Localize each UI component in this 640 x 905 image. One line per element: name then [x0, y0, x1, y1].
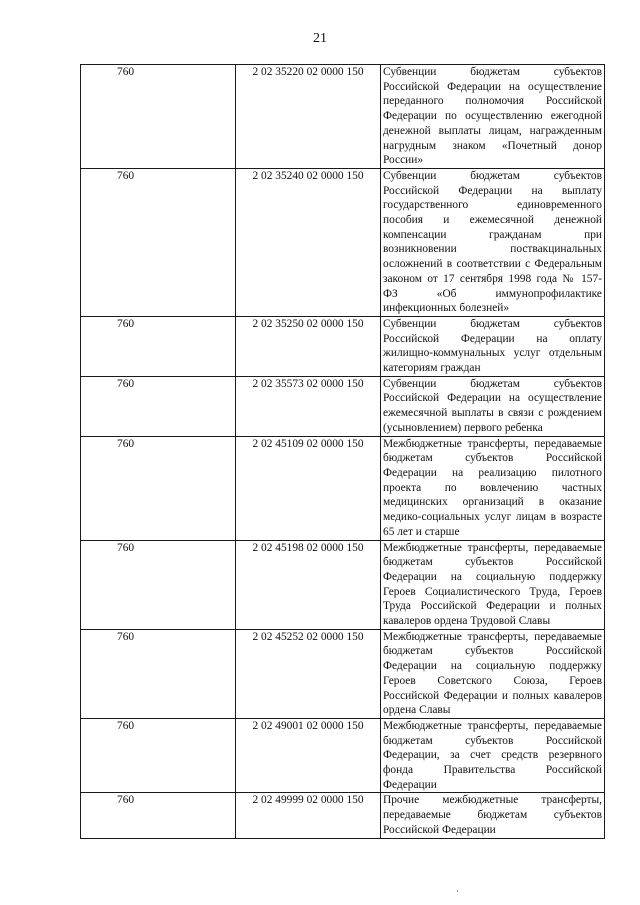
budget-codes-table — [80, 64, 605, 839]
revenue-name-line: Федерации, за счет средств резервного — [383, 749, 602, 762]
scan-speck — [457, 890, 458, 892]
revenue-name-cell — [381, 540, 605, 629]
revenue-name-line: возникновении поствакцинальных — [383, 243, 602, 256]
table-row — [81, 629, 605, 718]
revenue-name-cell — [381, 718, 605, 793]
revenue-name-line: бюджетам субъектов Российской — [383, 734, 602, 747]
admin-code-cell: 760 — [81, 540, 236, 629]
budget-code-cell: 2 02 35250 02 0000 150 — [236, 316, 381, 376]
budget-code-cell: 2 02 45198 02 0000 150 — [236, 540, 381, 629]
revenue-name-line: Российской Федерации на осуществление — [383, 80, 602, 93]
revenue-name-line: Межбюджетные трансферты, передаваемые — [383, 437, 602, 450]
revenue-name-cell — [381, 168, 605, 316]
admin-code-cell: 760 — [81, 168, 236, 316]
revenue-name-line: Российской Федерации и полных кавалеров — [383, 689, 602, 702]
revenue-name-line: осложнений в соответствии с Федеральным — [383, 258, 602, 271]
revenue-name-line: жилищно-коммунальных услуг отдельным — [383, 347, 602, 360]
revenue-name-line: проекта по вовлечению частных — [383, 481, 602, 494]
revenue-name-line: Межбюджетные трансферты, передаваемые — [383, 541, 602, 554]
revenue-name-line: Субвенции бюджетам субъектов — [383, 169, 602, 182]
admin-code-cell: 760 — [81, 436, 236, 540]
budget-code-cell: 2 02 35573 02 0000 150 — [236, 376, 381, 436]
revenue-name-cell — [381, 65, 605, 169]
table-row — [81, 436, 605, 540]
budget-code-cell: 2 02 35220 02 0000 150 — [236, 65, 381, 169]
table-row — [81, 793, 605, 838]
budget-code-cell: 2 02 49999 02 0000 150 — [236, 793, 381, 838]
table-body — [81, 65, 605, 839]
table-row — [81, 540, 605, 629]
revenue-name-line: ордена Славы — [383, 704, 451, 717]
revenue-name-line: Российской Федерации на выплату — [383, 184, 602, 197]
revenue-name-line: бюджетам субъектов Российской — [383, 556, 602, 569]
revenue-name-line: передаваемые бюджетам субъектов — [383, 809, 602, 822]
revenue-name-line: Федерации на социальную поддержку — [383, 660, 602, 673]
admin-code-cell: 760 — [81, 316, 236, 376]
revenue-name-line: Межбюджетные трансферты, передаваемые — [383, 719, 602, 732]
revenue-name-line: (усыновлением) первого ребенка — [383, 421, 543, 434]
admin-code-cell: 760 — [81, 793, 236, 838]
table-row — [81, 316, 605, 376]
table-row — [81, 168, 605, 316]
revenue-name-line: переданного полномочия Российской — [383, 95, 602, 108]
revenue-name-line: Героев Советского Союза, Героев — [383, 674, 602, 687]
revenue-name-line: медико-социальных услуг лицам в возрасте — [383, 511, 602, 524]
revenue-name-line: Героев Социалистического Труда, Героев — [383, 585, 602, 598]
revenue-name-cell — [381, 436, 605, 540]
revenue-name-line: Прочие межбюджетные трансферты, — [383, 794, 602, 807]
revenue-name-line: Субвенции бюджетам субъектов — [383, 377, 602, 390]
revenue-name-line: ежемесячной выплаты в связи с рождением — [383, 407, 602, 420]
revenue-name-line: государственного единовременного — [383, 199, 602, 212]
budget-code-cell: 2 02 49001 02 0000 150 — [236, 718, 381, 793]
revenue-name-line: России» — [383, 154, 424, 167]
revenue-name-line: ФЗ «Об иммунопрофилактике — [383, 287, 602, 300]
revenue-name-cell — [381, 376, 605, 436]
revenue-name-line: Субвенции бюджетам субъектов — [383, 66, 602, 78]
revenue-name-line: кавалеров ордена Трудовой Славы — [383, 615, 551, 628]
revenue-name-line: компенсации гражданам при — [383, 228, 602, 241]
revenue-name-cell — [381, 793, 605, 838]
revenue-name-line: Субвенции бюджетам субъектов — [383, 317, 602, 330]
revenue-name-line: 65 лет и старше — [383, 525, 460, 538]
revenue-name-cell — [381, 629, 605, 718]
revenue-name-line: Труда Российской Федерации и полных — [383, 600, 602, 613]
admin-code-cell: 760 — [81, 65, 236, 169]
budget-code-cell: 2 02 45109 02 0000 150 — [236, 436, 381, 540]
table-row — [81, 376, 605, 436]
admin-code-cell: 760 — [81, 376, 236, 436]
revenue-name-line: Федерации по осуществлению ежегодной — [383, 110, 602, 123]
revenue-name-line: законом от 17 сентября 1998 года № 157- — [383, 272, 602, 285]
revenue-name-line: категориям граждан — [383, 362, 481, 375]
budget-code-cell: 2 02 35240 02 0000 150 — [236, 168, 381, 316]
revenue-name-line: денежной выплаты лицам, награжденным — [383, 124, 602, 137]
revenue-name-cell — [381, 316, 605, 376]
revenue-name-line: нагрудным знаком «Почетный донор — [383, 139, 602, 152]
page-number: 21 — [313, 31, 327, 46]
revenue-name-line: бюджетам субъектов Российской — [383, 452, 602, 465]
revenue-name-line: медицинских организаций в оказание — [383, 496, 602, 509]
admin-code-cell: 760 — [81, 718, 236, 793]
revenue-name-line: бюджетам субъектов Российской — [383, 645, 602, 658]
budget-code-cell: 2 02 45252 02 0000 150 — [236, 629, 381, 718]
revenue-name-line: пособия и ежемесячной денежной — [383, 214, 602, 227]
revenue-name-line: Федерации на реализацию пилотного — [383, 466, 602, 479]
revenue-name-line: Федерации — [383, 778, 437, 791]
revenue-name-line: Федерации на социальную поддержку — [383, 570, 602, 583]
revenue-name-line: фонда Правительства Российской — [383, 764, 602, 777]
table-row — [81, 718, 605, 793]
revenue-name-line: Российской Федерации на осуществление — [383, 392, 602, 405]
revenue-name-line: Российской Федерации — [383, 823, 496, 836]
admin-code-cell: 760 — [81, 629, 236, 718]
revenue-name-line: Межбюджетные трансферты, передаваемые — [383, 630, 602, 643]
revenue-name-line: Российской Федерации на оплату — [383, 332, 602, 345]
table-row — [81, 65, 605, 169]
revenue-name-line: инфекционных болезней» — [383, 302, 510, 315]
